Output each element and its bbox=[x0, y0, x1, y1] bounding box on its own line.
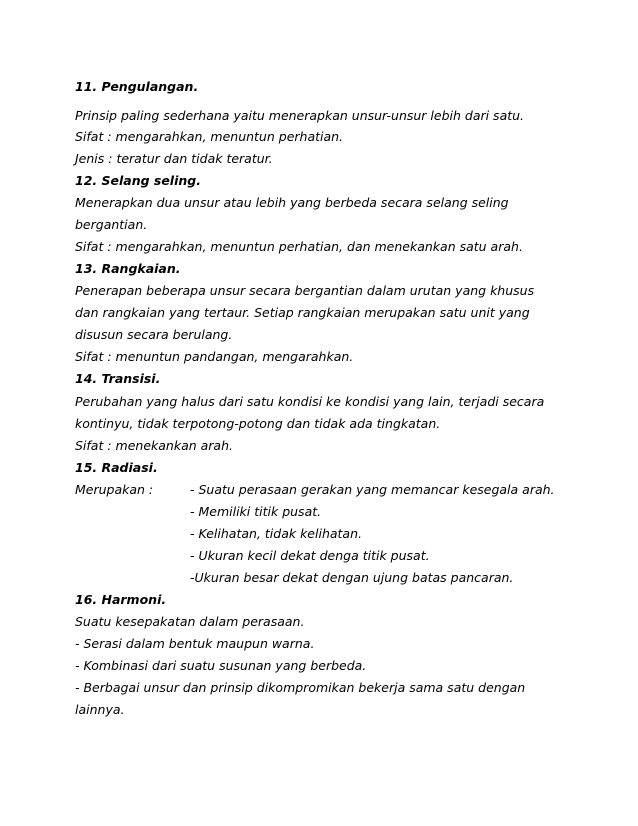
heading-pengulangan: 11. Pengulangan. bbox=[75, 79, 199, 94]
radiasi-item: - Kelihatan, tidak kelihatan. bbox=[190, 526, 362, 541]
paragraph-line: Sifat : menekankan arah. bbox=[75, 438, 233, 453]
paragraph-line: disusun secara berulang. bbox=[75, 327, 233, 342]
heading-selang-seling: 12. Selang seling. bbox=[75, 173, 201, 188]
paragraph-line: Sifat : mengarahkan, menuntun perhatian. bbox=[75, 129, 344, 144]
paragraph-line: dan rangkaian yang tertaur. Setiap rangkaian merupakan satu unit yang bbox=[75, 305, 530, 320]
heading-transisi: 14. Transisi. bbox=[75, 371, 161, 386]
paragraph-line: Perubahan yang halus dari satu kondisi ke kondisi yang lain, terjadi secara bbox=[75, 394, 545, 409]
heading-rangkaian: 13. Rangkaian. bbox=[75, 261, 181, 276]
paragraph-line: - Berbagai unsur dan prinsip dikompromikan bekerja sama satu dengan bbox=[75, 680, 526, 695]
radiasi-item: - Suatu perasaan gerakan yang memancar kesegala arah. bbox=[190, 482, 555, 497]
paragraph-line: Sifat : mengarahkan, menuntun perhatian, dan menekankan satu arah. bbox=[75, 239, 523, 254]
paragraph-line: Menerapkan dua unsur atau lebih yang berbeda secara selang seling bbox=[75, 195, 509, 210]
heading-radiasi: 15. Radiasi. bbox=[75, 460, 158, 475]
paragraph-line: Penerapan beberapa unsur secara bergantian dalam urutan yang khusus bbox=[75, 283, 535, 298]
paragraph-line: kontinyu, tidak terpotong-potong dan tidak ada tingkatan. bbox=[75, 416, 441, 431]
radiasi-label: Merupakan : bbox=[75, 482, 154, 497]
paragraph-line: - Serasi dalam bentuk maupun warna. bbox=[75, 636, 315, 651]
paragraph-line: Suatu kesepakatan dalam perasaan. bbox=[75, 614, 305, 629]
paragraph-line: Prinsip paling sederhana yaitu menerapkan unsur-unsur lebih dari satu. bbox=[75, 108, 525, 123]
heading-harmoni: 16. Harmoni. bbox=[75, 592, 167, 607]
paragraph-line: - Kombinasi dari suatu susunan yang berbeda. bbox=[75, 658, 367, 673]
radiasi-item: - Memiliki titik pusat. bbox=[190, 504, 322, 519]
radiasi-item: -Ukuran besar dekat dengan ujung batas pancaran. bbox=[190, 570, 514, 585]
paragraph-line: lainnya. bbox=[75, 702, 125, 717]
paragraph-line: Sifat : menuntun pandangan, mengarahkan. bbox=[75, 349, 354, 364]
paragraph-line: Jenis : teratur dan tidak teratur. bbox=[75, 151, 273, 166]
radiasi-item: - Ukuran kecil dekat denga titik pusat. bbox=[190, 548, 430, 563]
paragraph-line: bergantian. bbox=[75, 217, 148, 232]
